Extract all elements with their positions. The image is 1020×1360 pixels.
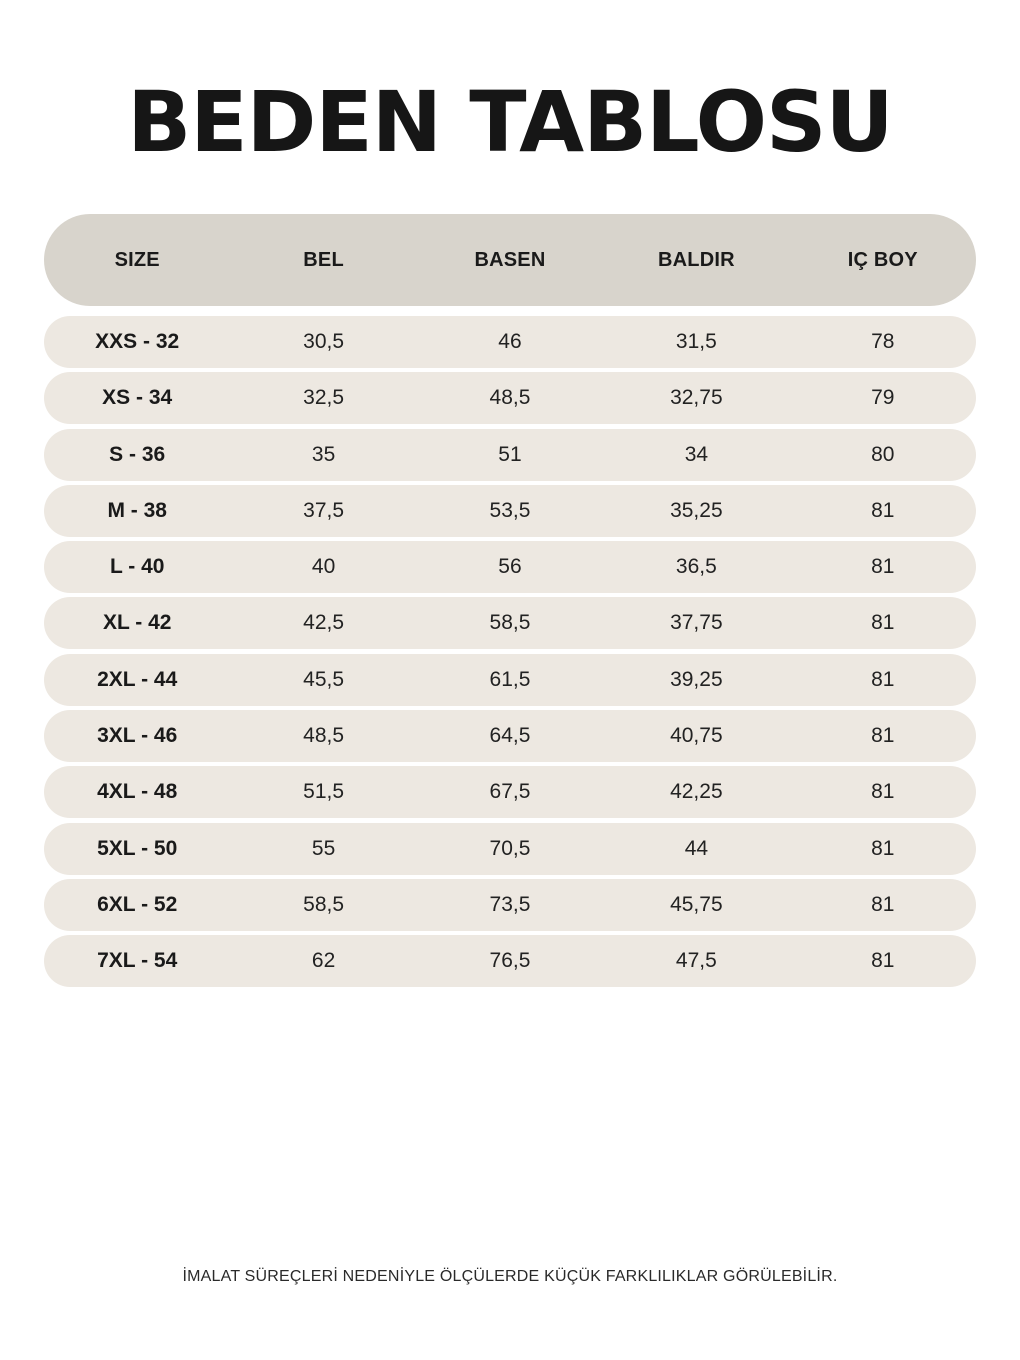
table-row	[44, 823, 976, 875]
header-ic-boy: IÇ BOY	[847, 248, 918, 271]
cell-basen: 56	[498, 555, 522, 579]
table-header	[44, 214, 976, 306]
cell-ic-boy: 81	[871, 724, 895, 748]
cell-bel: 62	[311, 949, 336, 973]
cell-bel: 48,5	[303, 724, 345, 748]
header-bel: BEL	[303, 248, 344, 271]
cell-ic-boy: 79	[871, 386, 895, 410]
cell-ic-boy: 78	[871, 330, 895, 353]
cell-basen: 67,5	[489, 780, 531, 804]
page-title: BEDEN TABLOSU	[127, 73, 893, 171]
footnote: İMALAT SÜREÇLERİ NEDENİYLE ÖLÇÜLERDE KÜÇÜK FARKLILIKLAR GÖRÜLEBİLİR.	[182, 1268, 838, 1285]
cell-basen: 58,5	[489, 611, 531, 635]
table-row	[44, 429, 976, 481]
cell-ic-boy: 81	[871, 498, 895, 522]
header-baldir: BALDIR	[657, 248, 735, 271]
cell-baldir: 40,75	[670, 724, 723, 748]
cell-size: 2XL - 44	[97, 667, 178, 691]
cell-baldir: 32,75	[670, 386, 723, 410]
cell-ic-boy: 81	[871, 780, 895, 804]
cell-size: 4XL - 48	[97, 780, 178, 804]
cell-bel: 42,5	[303, 611, 345, 635]
header-basen: BASEN	[474, 248, 546, 271]
cell-size: XS - 34	[102, 386, 173, 410]
cell-basen: 73,5	[489, 892, 531, 916]
cell-ic-boy: 80	[871, 442, 895, 466]
cell-ic-boy: 81	[871, 555, 895, 579]
cell-basen: 64,5	[489, 724, 531, 748]
cell-ic-boy: 81	[871, 667, 895, 691]
cell-baldir: 31,5	[675, 330, 717, 353]
cell-basen: 48,5	[489, 386, 531, 410]
cell-baldir: 34	[684, 442, 709, 466]
cell-bel: 40	[311, 555, 336, 579]
cell-bel: 30,5	[303, 330, 345, 353]
table-row	[44, 316, 976, 368]
cell-basen: 53,5	[489, 498, 531, 522]
cell-baldir: 44	[684, 836, 709, 860]
cell-baldir: 37,75	[670, 611, 723, 635]
cell-bel: 58,5	[303, 892, 345, 916]
cell-baldir: 35,25	[670, 498, 723, 522]
table-row	[44, 597, 976, 649]
cell-basen: 61,5	[489, 667, 531, 691]
table-body	[44, 316, 976, 992]
cell-size: M - 38	[107, 498, 167, 522]
table-row	[44, 879, 976, 931]
cell-ic-boy: 81	[871, 892, 895, 916]
cell-bel: 37,5	[303, 498, 345, 522]
cell-size: 3XL - 46	[97, 724, 178, 748]
cell-basen: 76,5	[489, 949, 531, 973]
cell-bel: 51,5	[303, 780, 345, 804]
table-row	[44, 766, 976, 818]
table-row	[44, 710, 976, 762]
cell-basen: 51	[498, 442, 522, 466]
cell-size: XXS - 32	[95, 330, 180, 353]
cell-baldir: 42,25	[670, 780, 723, 804]
header-size: SIZE	[114, 248, 160, 271]
cell-bel: 45,5	[303, 667, 345, 691]
cell-size: 7XL - 54	[97, 949, 178, 973]
cell-size: S - 36	[109, 442, 166, 466]
cell-bel: 32,5	[303, 386, 345, 410]
cell-ic-boy: 81	[871, 836, 895, 860]
cell-size: 5XL - 50	[97, 836, 178, 860]
cell-basen: 70,5	[489, 836, 531, 860]
table-row	[44, 654, 976, 706]
cell-size: L - 40	[109, 555, 165, 579]
cell-baldir: 39,25	[670, 667, 723, 691]
cell-basen: 46	[498, 330, 522, 353]
table-row	[44, 541, 976, 593]
cell-baldir: 45,75	[670, 892, 723, 916]
table-row	[44, 935, 976, 987]
cell-bel: 55	[311, 836, 336, 860]
cell-ic-boy: 81	[871, 949, 895, 973]
table-row	[44, 372, 976, 424]
cell-ic-boy: 81	[871, 611, 895, 635]
cell-baldir: 36,5	[675, 555, 717, 579]
cell-size: 6XL - 52	[97, 892, 178, 916]
table-row	[44, 485, 976, 537]
cell-bel: 35	[311, 442, 336, 466]
cell-size: XL - 42	[102, 611, 172, 635]
cell-baldir: 47,5	[675, 949, 717, 973]
